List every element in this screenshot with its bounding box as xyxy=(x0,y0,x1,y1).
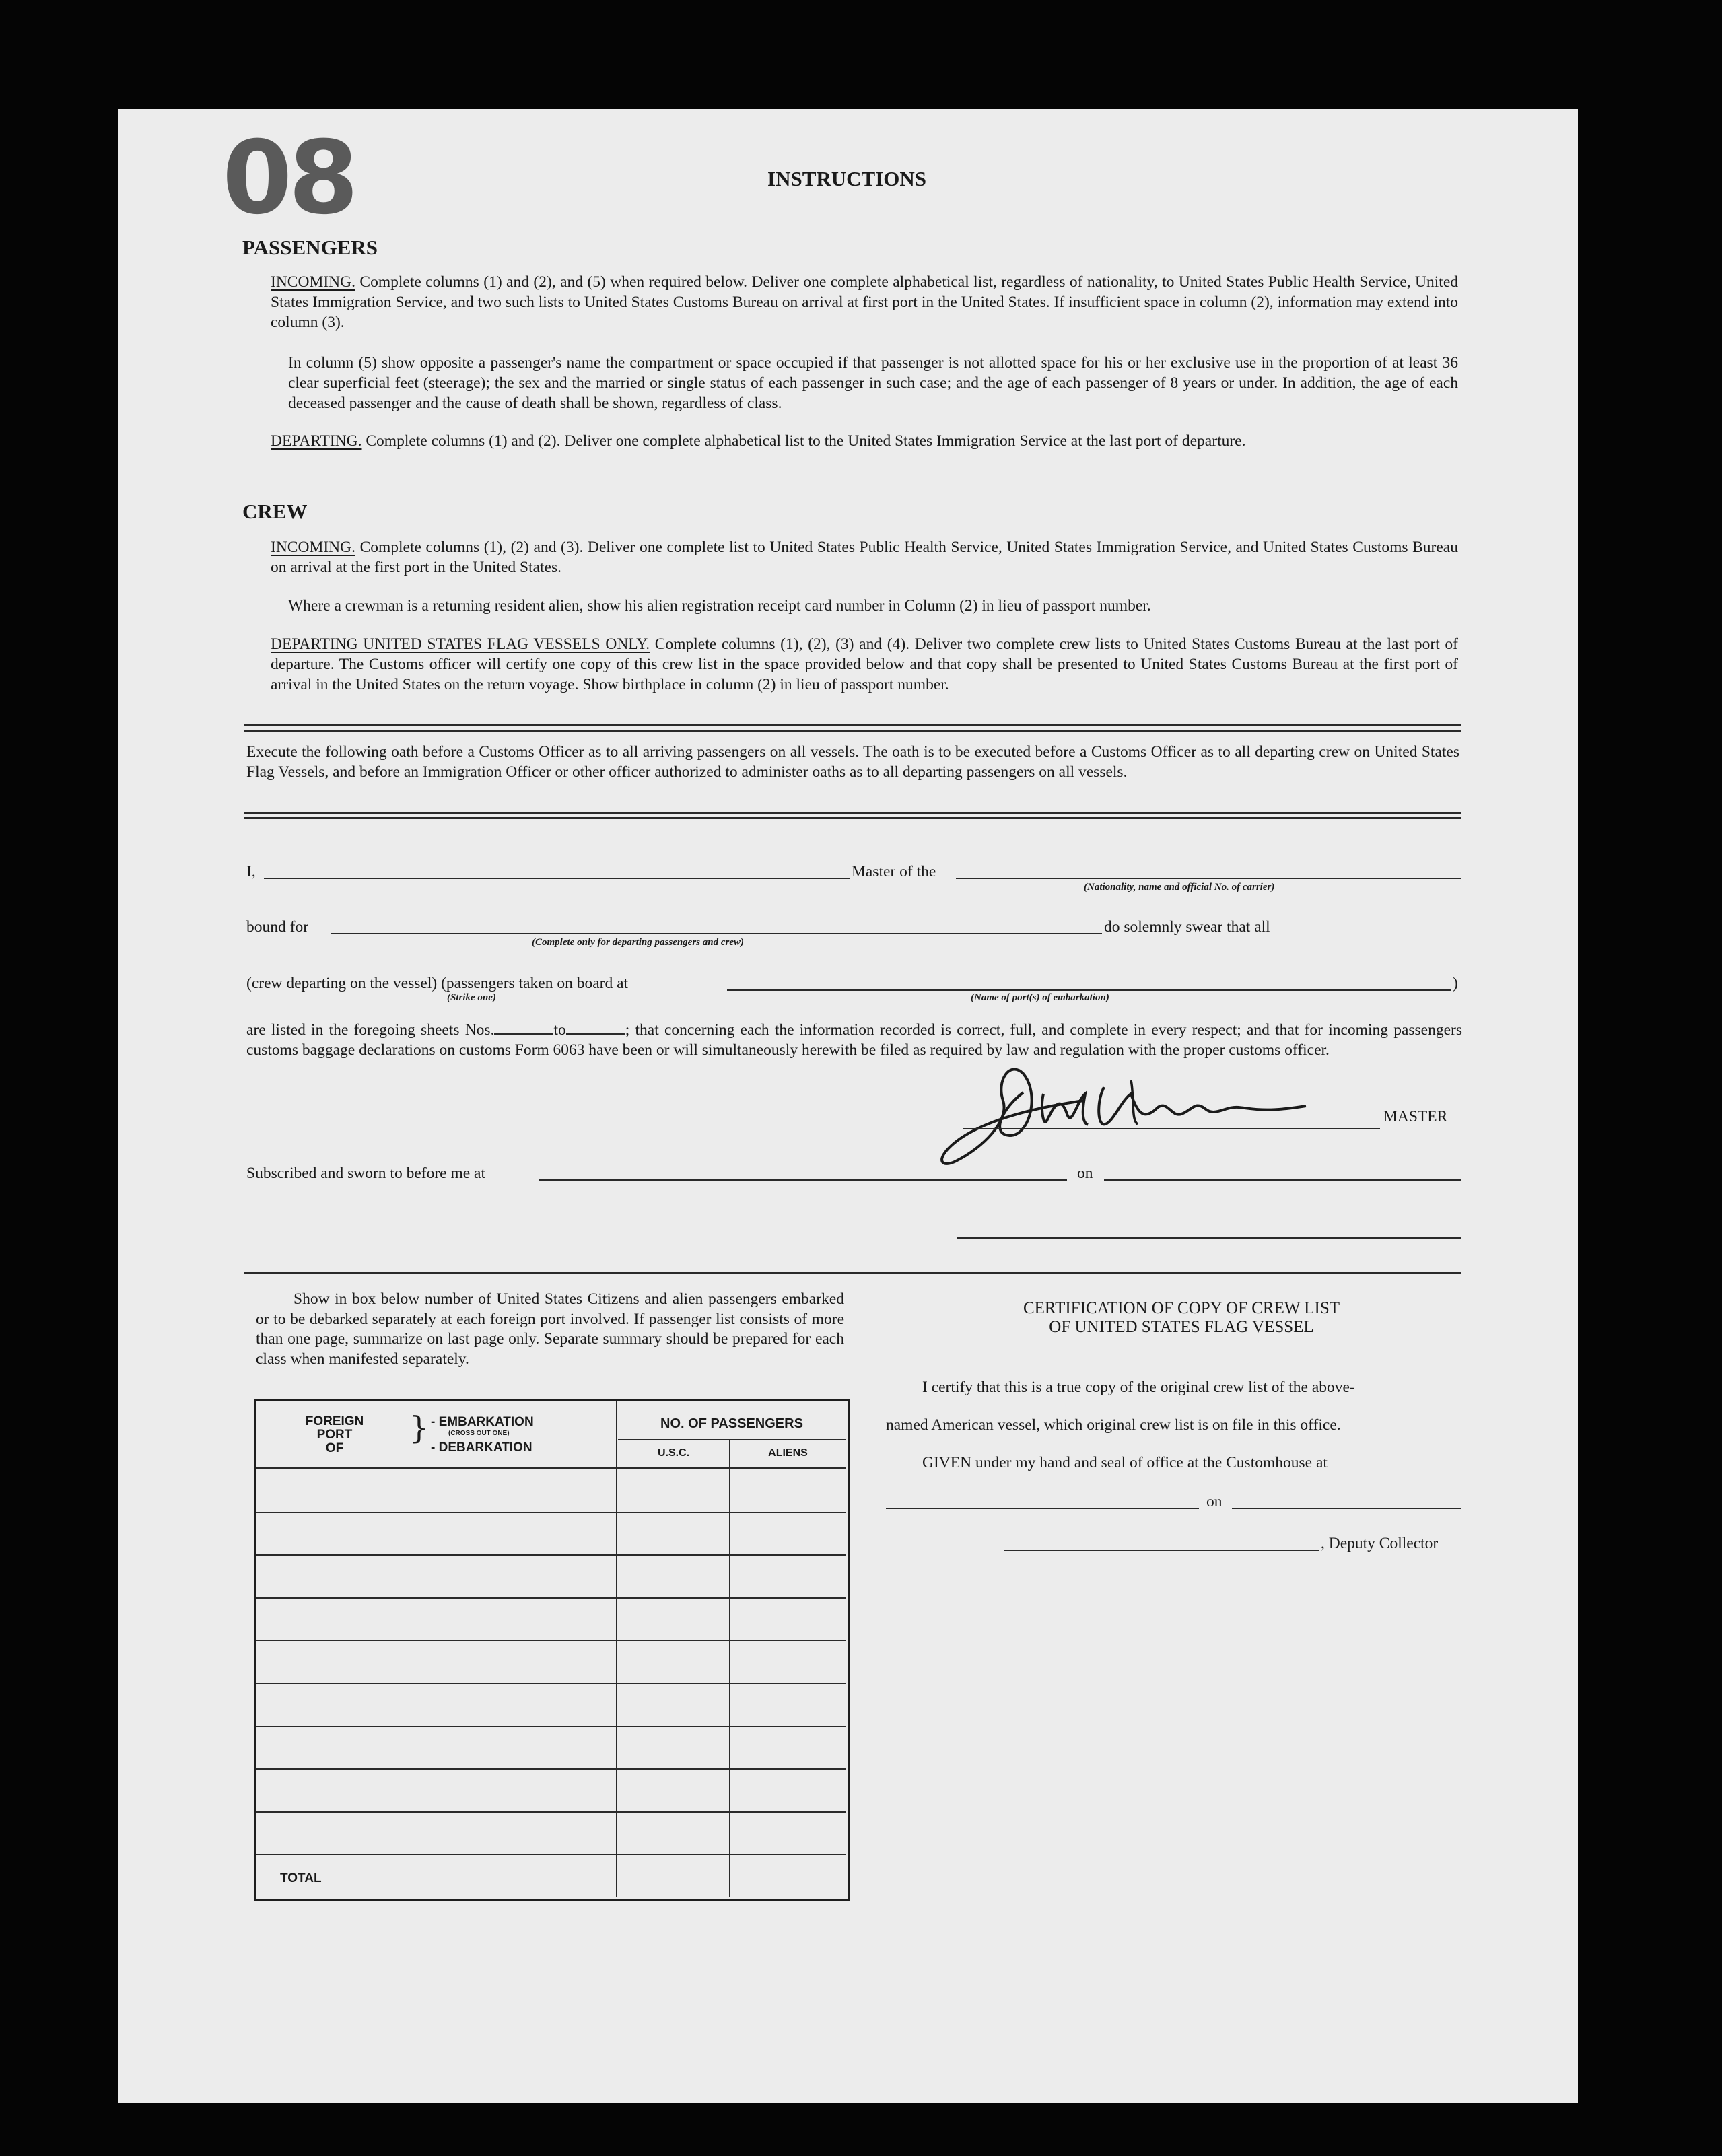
instructions-title: INSTRUCTIONS xyxy=(767,167,927,190)
certification-title xyxy=(889,1299,1474,1337)
table-row-divider xyxy=(256,1854,846,1855)
crew-passengers-label: (crew departing on the vessel) (passengers taken on board at xyxy=(246,975,629,992)
divider-top-a xyxy=(244,724,1461,726)
foreign-port-header xyxy=(277,1415,392,1455)
master-signature-line[interactable] xyxy=(963,1128,1380,1129)
passengers-incoming-paragraph xyxy=(271,272,1458,333)
master-of-the-label: Master of the xyxy=(852,863,936,880)
passengers-incoming-text: Complete columns (1) and (2), and (5) when required below. Deliver one complete alphabetical list, regardless of nationality, to United States Public Health Service, United States Immigration Service, and two such lists to United States Customs Bureau on arrival at first port in the United States. If insufficient space in column (2), information may extend into column (3). xyxy=(271,273,1458,331)
deputy-collector-label: , Deputy Collector xyxy=(1321,1535,1439,1552)
certify-line1: I certify that this is a true copy of the original crew list of the above- xyxy=(922,1379,1355,1396)
crew-incoming-label: INCOMING. xyxy=(271,538,355,556)
deputy-signature-field[interactable] xyxy=(1004,1550,1319,1551)
officer-signature-field[interactable] xyxy=(957,1237,1461,1239)
divider-mid-a xyxy=(244,812,1461,814)
master-signature xyxy=(929,1053,1360,1175)
table-header-bottom xyxy=(256,1467,846,1469)
brace-glyph: } xyxy=(409,1410,429,1446)
ports-caption: (Name of port(s) of embarkation) xyxy=(971,992,1109,1003)
crew-resident-paragraph: Where a crewman is a returning resident alien, show his alien registration receipt card number in Column (2) in lieu of passport number. xyxy=(288,597,1151,615)
certification-title-line2: OF UNITED STATES FLAG VESSEL xyxy=(1049,1318,1314,1336)
divider-bottom xyxy=(244,1272,1461,1274)
table-row-divider xyxy=(256,1554,846,1556)
foreign-port-header-line2: PORT xyxy=(316,1428,353,1442)
passengers-incoming-label: INCOMING. xyxy=(271,273,355,291)
oath-intro-paragraph: Execute the following oath before a Customs Officer as to all arriving passengers on all vessels. The oath is to be executed before a Customs Officer as to all departing crew on United States Flag Vessels, and before an Immigration Officer or other officer authorized to administer oaths as to all departing passengers on all vessels. xyxy=(246,743,1459,781)
embarkation-ports-field[interactable] xyxy=(727,989,1451,991)
passengers-heading: PASSENGERS xyxy=(242,236,378,259)
certification-on-label: on xyxy=(1206,1493,1222,1510)
sworn-date-field[interactable] xyxy=(1104,1179,1461,1181)
cross-out-label: (CROSS OUT ONE) xyxy=(448,1430,510,1437)
to-label: to xyxy=(553,1021,566,1039)
crew-heading: CREW xyxy=(242,499,308,523)
bound-for-field[interactable] xyxy=(331,933,1102,934)
table-divider-usc xyxy=(729,1439,730,1897)
table-row-divider xyxy=(256,1726,846,1727)
table-row-divider xyxy=(256,1683,846,1684)
certify-line2: named American vessel, which original crew list is on file in this office. xyxy=(886,1416,1341,1434)
carrier-field[interactable] xyxy=(956,878,1461,879)
sheet-to-field[interactable] xyxy=(566,1021,625,1035)
table-row-divider xyxy=(256,1768,846,1770)
passenger-summary-table xyxy=(254,1399,850,1901)
total-label: TOTAL xyxy=(280,1871,322,1885)
foreign-port-header-line1: FOREIGN xyxy=(305,1414,364,1428)
table-row-divider xyxy=(256,1597,846,1599)
bound-for-label: bound for xyxy=(246,918,309,936)
sworn-place-field[interactable] xyxy=(539,1179,1067,1181)
table-row-divider xyxy=(256,1512,846,1513)
aliens-header: ALIENS xyxy=(768,1447,808,1459)
foreign-port-header-line3: OF xyxy=(325,1441,344,1455)
certification-date-field[interactable] xyxy=(1232,1508,1461,1509)
summary-instructions: Show in box below number of United States Citizens and alien passengers embarked or to be debarked separately at each foreign port involved. If passenger list consists of more than one page, summarize on last page only. Separate summary should be prepared for each class when manifested separately. xyxy=(256,1290,844,1368)
crew-departing-paragraph xyxy=(271,634,1458,695)
master-label: MASTER xyxy=(1383,1108,1448,1125)
crew-departing-label: DEPARTING UNITED STATES FLAG VESSELS ONLY. xyxy=(271,635,650,653)
listed-prefix: are listed in the foregoing sheets Nos. xyxy=(246,1021,495,1039)
listed-rest: ; that concerning each the information recorded is correct, full, and complete in every respect; and that for incoming passengers customs baggage declarations on customs Form 6063 have been or will simultaneously herewith be filed as required by law and regulation with the proper customs officer. xyxy=(246,1021,1462,1059)
debarkation-label: - DEBARKATION xyxy=(431,1440,532,1455)
crew-incoming-text: Complete columns (1), (2) and (3). Deliver one complete list to United States Public Health Service, United States Immigration Service, and United States Customs Bureau on arrival at the first port in the United States. xyxy=(271,538,1458,576)
swear-text: do solemnly swear that all xyxy=(1104,918,1270,936)
certification-title-line1: CERTIFICATION OF COPY OF CREW LIST xyxy=(1023,1299,1340,1317)
no-passengers-header: NO. OF PASSENGERS xyxy=(660,1416,803,1431)
subscribed-label: Subscribed and sworn to before me at xyxy=(246,1164,486,1182)
strike-one-caption: (Strike one) xyxy=(447,992,496,1003)
close-paren: ) xyxy=(1453,975,1458,992)
table-row-divider xyxy=(256,1811,846,1813)
table-divider-port xyxy=(616,1401,617,1897)
sheet-from-field[interactable] xyxy=(494,1021,553,1035)
page-number-stamp: 08 xyxy=(222,120,355,237)
given-text: GIVEN under my hand and seal of office at the Customhouse at xyxy=(922,1454,1328,1471)
passengers-departing-label: DEPARTING. xyxy=(271,432,362,450)
table-subheader-line xyxy=(618,1439,846,1440)
oath-i-label: I, xyxy=(246,863,256,880)
customhouse-field[interactable] xyxy=(886,1508,1199,1509)
carrier-caption: (Nationality, name and official No. of carrier) xyxy=(1084,882,1275,893)
bound-for-caption: (Complete only for departing passengers and crew) xyxy=(532,937,744,948)
divider-mid-b xyxy=(244,817,1461,819)
master-name-field[interactable] xyxy=(264,878,850,879)
passengers-departing-paragraph xyxy=(271,431,1458,451)
sworn-on-label: on xyxy=(1077,1164,1093,1182)
embarkation-label: - EMBARKATION xyxy=(431,1415,534,1429)
crew-incoming-paragraph xyxy=(271,537,1458,578)
passengers-column5-paragraph: In column (5) show opposite a passenger's name the compartment or space occupied if that passenger is not allotted space for his or her exclusive use in the proportion of at least 36 clear superficial feet (steerage); the sex and the married or single status of each passenger in such case; and the age of each passenger of 8 years or under. In addition, the age of each deceased passenger and the cause of death shall be shown, regardless of class. xyxy=(288,354,1458,412)
passengers-departing-text: Complete columns (1) and (2). Deliver one complete alphabetical list to the United States Immigration Service at the last port of departure. xyxy=(366,432,1246,450)
crew-departing-text: Complete columns (1), (2), (3) and (4). Deliver two complete crew lists to United States Customs Bureau at the last port of departure. The Customs officer will certify one copy of this crew list in the space provided below and that copy shall be presented to United States Customs Bureau at the first port of arrival in the United States on the return voyage. Show birthplace in column (2) in lieu of passport number. xyxy=(271,635,1458,693)
divider-top-b xyxy=(244,730,1461,732)
usc-header: U.S.C. xyxy=(657,1447,690,1459)
table-row-divider xyxy=(256,1640,846,1641)
